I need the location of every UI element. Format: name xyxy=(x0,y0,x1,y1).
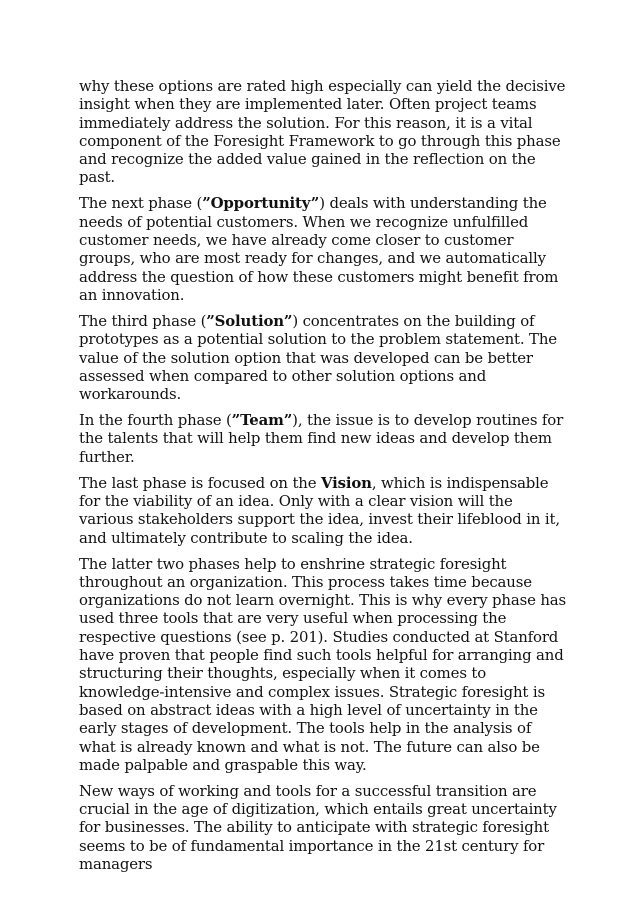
paragraph-team-phase xyxy=(79,411,569,466)
paragraph-digitization xyxy=(79,782,569,873)
paragraph-text: New ways of working and tools for a successful transition are crucial in the age of digitization, which entails great uncertainty for businesses. The ability to anticipate with strategic foresight seems to be of fundamental importance in the 21st century for managers xyxy=(79,781,557,873)
paragraph-text: why these options are rated high especially can yield the decisive insight when they are implemented later. Often project teams immediately address the solution. For this reason, it is a vital component of the Foresight Framework to go through this phase and recognize the added value gained in the reflection on the past. xyxy=(79,77,566,187)
paragraph-strategic-foresight xyxy=(79,555,569,775)
paragraph-text: The third phase ( xyxy=(79,311,207,330)
phase-term-vision: Vision xyxy=(320,473,372,492)
paragraph-text: ) concentrates on the building of prototypes as a potential solution to the problem statement. The value of the solution option that was developed can be better assessed when compared to other solution options and workarounds. xyxy=(79,311,557,404)
paragraph-text: , which is indispensable for the viability of an idea. Only with a clear vision will the various stakeholders support the idea, invest their lifeblood in it, and ultimately contribute to scaling the idea. xyxy=(79,473,560,547)
paragraph-solution-phase xyxy=(79,312,569,403)
paragraph-text: The last phase is focused on the xyxy=(79,473,321,492)
paragraph-text: In the fourth phase ( xyxy=(79,411,232,430)
phase-term-opportunity: ”Opportunity” xyxy=(202,194,320,213)
document-page xyxy=(79,77,569,881)
paragraph-past-phase xyxy=(79,77,569,187)
phase-term-team: ”Team” xyxy=(231,411,293,430)
paragraph-text: The next phase ( xyxy=(79,194,203,213)
paragraph-text: ), the issue is to develop routines for the talents that will help them find new ideas and develop them further. xyxy=(79,411,564,466)
paragraph-opportunity-phase xyxy=(79,194,569,304)
paragraph-vision-phase xyxy=(79,474,569,547)
paragraph-text: ) deals with understanding the needs of potential customers. When we recognize unfulfilled customer needs, we have already come closer to customer groups, who are most ready for changes, and we automatically address the question of how these customers might benefit from an innovation. xyxy=(79,194,559,304)
paragraph-text: The latter two phases help to enshrine strategic foresight throughout an organization. This process takes time because organizations do not learn overnight. This is why every phase has used three tools that are very useful when processing the respective questions (see p. 201). Studies conducted at Stanford have proven that people find such tools helpful for arranging and structuring their thoughts, especially when it comes to knowledge-intensive and complex issues. Strategic foresight is based on abstract ideas with a high level of uncertainty in the early stages of development. The tools help in the analysis of what is already known and what is not. The future can also be made palpable and graspable this way. xyxy=(79,554,567,774)
phase-term-solution: ”Solution” xyxy=(206,311,293,330)
